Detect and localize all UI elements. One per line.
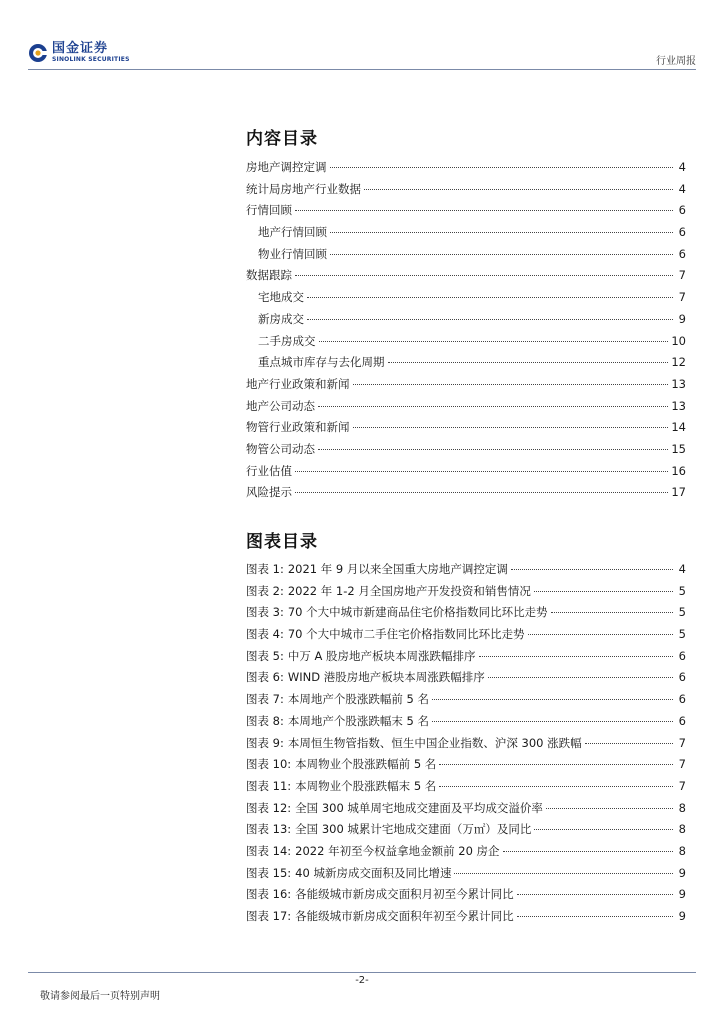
entry-page: 13: [671, 376, 686, 391]
contents-entry[interactable]: [246, 396, 686, 418]
footer-divider: [28, 972, 696, 973]
figure-number: 图表 6:: [246, 670, 284, 685]
dot-leader: [517, 894, 673, 895]
figure-number: 图表 7:: [246, 692, 284, 707]
dot-leader: [479, 656, 673, 657]
entry-page: 8: [678, 822, 686, 837]
contents-entry[interactable]: [246, 374, 686, 396]
dot-leader: [585, 743, 673, 744]
figure-number: 图表 14:: [246, 843, 292, 858]
contents-subentry[interactable]: [246, 222, 686, 244]
figure-number: 图表 11:: [246, 778, 292, 793]
entry-label: 2021 年 9 月以来全国重大房地产调控定调: [287, 562, 508, 576]
entry-label: 各能级城市新房成交面积月初至今累计同比: [295, 887, 514, 902]
contents-subentry[interactable]: [246, 287, 686, 309]
dot-leader: [330, 232, 673, 233]
figures-list: [246, 559, 686, 928]
page-header: [0, 0, 724, 72]
dot-leader: [318, 449, 668, 450]
dot-leader: [503, 851, 673, 852]
entry-label: 本周地产个股涨跌幅末 5 名: [287, 713, 429, 728]
entry-page: 9: [678, 865, 686, 880]
entry-page: 8: [678, 843, 686, 858]
dot-leader: [319, 341, 669, 342]
entry-page: 12: [671, 355, 686, 370]
entry-page: 17: [671, 485, 686, 500]
figure-entry[interactable]: [246, 624, 686, 646]
entry-label: 全国 300 城单周宅地成交建面及平均成交溢价率: [295, 800, 543, 815]
entry-label: 40 城新房成交面积及同比增速: [295, 865, 452, 880]
entry-label: 本周物业个股涨跌幅前 5 名: [295, 757, 437, 772]
figure-number: 图表 10:: [246, 757, 292, 772]
entry-page: 9: [678, 311, 686, 326]
entry-label: 房地产调控定调: [246, 160, 327, 174]
figure-entry[interactable]: [246, 733, 686, 755]
figure-entry[interactable]: [246, 711, 686, 733]
dot-leader: [454, 873, 673, 874]
contents-entry[interactable]: [246, 439, 686, 461]
entry-page: 4: [678, 160, 686, 174]
figure-entry[interactable]: [246, 841, 686, 863]
figure-entry[interactable]: [246, 819, 686, 841]
entry-page: 15: [671, 441, 686, 456]
entry-label: 重点城市库存与去化周期: [258, 355, 385, 370]
entry-page: 6: [678, 246, 686, 261]
logo-chinese-name: 国金证券: [52, 41, 109, 56]
contents-title: 内容目录: [246, 129, 318, 149]
figure-number: 图表 1:: [246, 562, 284, 576]
entry-label: 风险提示: [246, 485, 292, 500]
logo-english-name: SINOLINK SECURITIES: [52, 56, 130, 63]
dot-leader: [534, 591, 673, 592]
entry-page: 6: [678, 225, 686, 240]
footer-disclaimer: 敬请参阅最后一页特别声明: [40, 991, 160, 1002]
entry-label: 行情回顾: [246, 203, 292, 218]
entry-label: 物管行业政策和新闻: [246, 420, 350, 435]
figure-entry[interactable]: [246, 689, 686, 711]
figures-section: [246, 527, 686, 928]
entry-label: 全国 300 城累计宅地成交建面（万㎡）及同比: [295, 822, 532, 837]
entry-label: 宅地成交: [258, 290, 304, 305]
report-type: 行业周报: [656, 56, 696, 67]
figure-entry[interactable]: [246, 906, 686, 928]
page-number: -2-: [355, 975, 369, 986]
contents-subentry[interactable]: [246, 331, 686, 353]
dot-leader: [551, 612, 673, 613]
dot-leader: [318, 406, 668, 407]
figure-entry[interactable]: [246, 863, 686, 885]
figure-entry[interactable]: [246, 776, 686, 798]
figure-number: 图表 5:: [246, 648, 284, 663]
figure-entry[interactable]: [246, 667, 686, 689]
figure-number: 图表 2:: [246, 583, 284, 598]
entry-label: 二手房成交: [258, 333, 316, 348]
dot-leader: [295, 275, 673, 276]
dot-leader: [546, 808, 673, 809]
figure-number: 图表 16:: [246, 887, 292, 902]
dot-leader: [295, 492, 668, 493]
entry-label: 新房成交: [258, 311, 304, 326]
entry-label: 物业行情回顾: [258, 246, 327, 261]
entry-label: 70 个大中城市新建商品住宅价格指数同比环比走势: [287, 605, 548, 620]
entry-label: 地产行情回顾: [258, 225, 327, 240]
figure-entry[interactable]: [246, 754, 686, 776]
dot-leader: [295, 210, 673, 211]
dot-leader: [439, 764, 673, 765]
dot-leader: [353, 427, 669, 428]
entry-page: 4: [678, 181, 686, 196]
entry-page: 9: [678, 887, 686, 902]
contents-entry[interactable]: [246, 265, 686, 287]
entry-label: 本周物业个股涨跌幅末 5 名: [295, 778, 437, 793]
entry-page: 5: [678, 605, 686, 620]
figure-entry[interactable]: [246, 581, 686, 603]
entry-page: 14: [671, 420, 686, 435]
entry-page: 8: [678, 800, 686, 815]
sinolink-logo-icon: [28, 43, 48, 63]
contents-section: [246, 124, 686, 504]
dot-leader: [307, 319, 673, 320]
entry-page: 9: [678, 909, 686, 923]
dot-leader: [517, 916, 673, 917]
dot-leader: [511, 569, 673, 570]
dot-leader: [439, 786, 673, 787]
figure-number: 图表 3:: [246, 605, 284, 620]
entry-label: 本周地产个股涨跌幅前 5 名: [287, 692, 429, 707]
entry-label: 地产行业政策和新闻: [246, 376, 350, 391]
entry-page: 13: [671, 398, 686, 413]
contents-subentry[interactable]: [246, 309, 686, 331]
dot-leader: [330, 254, 673, 255]
contents-entry[interactable]: [246, 179, 686, 201]
dot-leader: [388, 362, 669, 363]
dot-leader: [295, 471, 668, 472]
entry-label: 数据跟踪: [246, 268, 292, 283]
entry-label: 2022 年 1-2 月全国房地产开发投资和销售情况: [287, 583, 531, 598]
entry-page: 6: [678, 203, 686, 218]
entry-page: 6: [678, 648, 686, 663]
entry-label: 行业估值: [246, 463, 292, 478]
figure-number: 图表 9:: [246, 735, 284, 750]
figure-entry[interactable]: [246, 884, 686, 906]
company-logo: [28, 42, 130, 63]
entry-label: 70 个大中城市二手住宅价格指数同比环比走势: [287, 627, 525, 642]
entry-page: 7: [678, 268, 686, 283]
dot-leader: [534, 829, 673, 830]
entry-page: 5: [678, 627, 686, 642]
entry-page: 6: [678, 692, 686, 707]
figure-number: 图表 12:: [246, 800, 292, 815]
entry-page: 16: [671, 463, 686, 478]
contents-entry[interactable]: [246, 461, 686, 483]
figure-number: 图表 17:: [246, 909, 292, 923]
contents-subentry[interactable]: [246, 244, 686, 266]
dot-leader: [528, 634, 673, 635]
entry-page: 10: [671, 333, 686, 348]
entry-page: 4: [678, 562, 686, 576]
contents-subentry[interactable]: [246, 352, 686, 374]
dot-leader: [432, 721, 673, 722]
entry-page: 7: [678, 290, 686, 305]
entry-page: 5: [678, 583, 686, 598]
contents-entry[interactable]: [246, 482, 686, 504]
entry-label: 本周恒生物管指数、恒生中国企业指数、沪深 300 涨跌幅: [287, 735, 582, 750]
contents-list: [246, 157, 686, 504]
entry-label: 2022 年初至今权益拿地金额前 20 房企: [295, 843, 500, 858]
dot-leader: [353, 384, 669, 385]
entry-page: 7: [678, 778, 686, 793]
entry-label: 物管公司动态: [246, 441, 315, 456]
figure-entry[interactable]: [246, 559, 686, 581]
entry-label: 地产公司动态: [246, 398, 315, 413]
header-divider: [28, 69, 696, 70]
dot-leader: [364, 189, 673, 190]
entry-page: 6: [678, 713, 686, 728]
contents-entry[interactable]: [246, 417, 686, 439]
dot-leader: [488, 677, 673, 678]
figure-entry[interactable]: [246, 798, 686, 820]
figure-number: 图表 4:: [246, 627, 284, 642]
entry-label: 各能级城市新房成交面积年初至今累计同比: [295, 909, 514, 923]
figure-number: 图表 8:: [246, 713, 284, 728]
contents-entry[interactable]: [246, 157, 686, 179]
entry-label: 统计局房地产行业数据: [246, 181, 361, 196]
figure-number: 图表 13:: [246, 822, 292, 837]
figure-number: 图表 15:: [246, 865, 292, 880]
figures-title: 图表目录: [246, 532, 318, 552]
entry-label: WIND 港股房地产板块本周涨跌幅排序: [287, 670, 485, 685]
dot-leader: [330, 167, 674, 168]
entry-page: 6: [678, 670, 686, 685]
figure-entry[interactable]: [246, 646, 686, 668]
entry-page: 7: [678, 757, 686, 772]
dot-leader: [307, 297, 673, 298]
contents-entry[interactable]: [246, 200, 686, 222]
entry-page: 7: [678, 735, 686, 750]
entry-label: 中万 A 股房地产板块本周涨跌幅排序: [287, 648, 476, 663]
dot-leader: [432, 699, 673, 700]
figure-entry[interactable]: [246, 602, 686, 624]
